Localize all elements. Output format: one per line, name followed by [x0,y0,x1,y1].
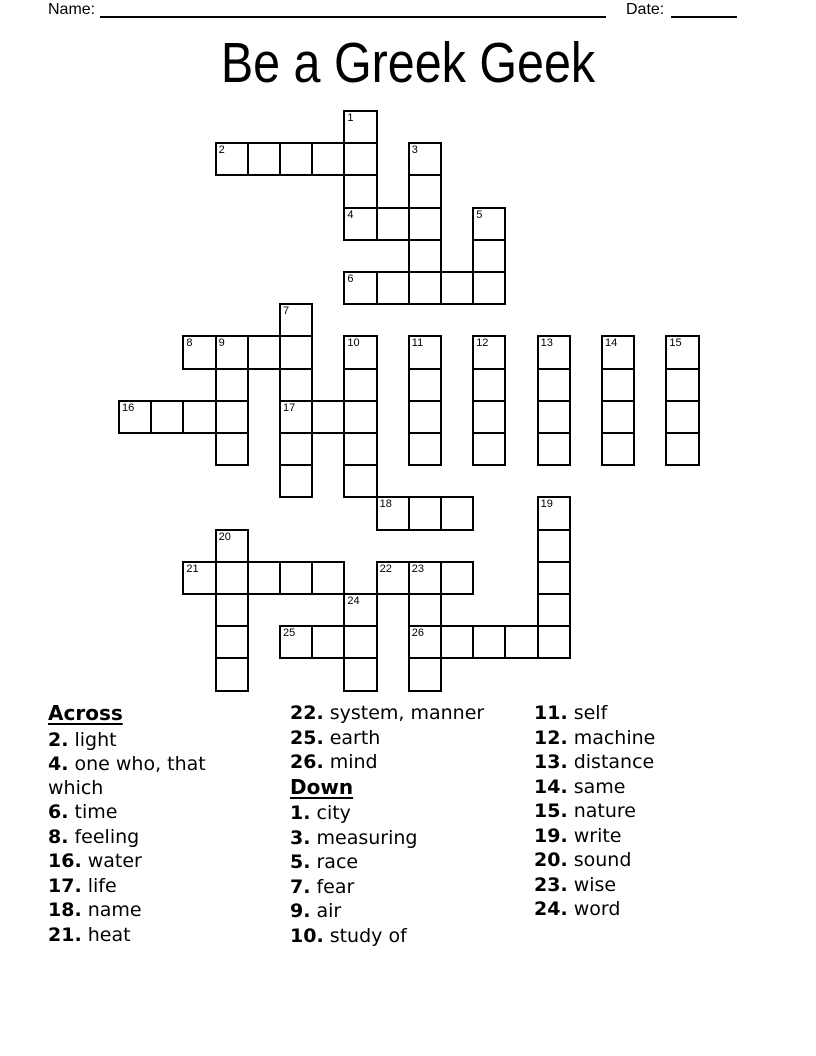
clue-item-24: 24. word [534,898,621,920]
clue-item-8: 8. feeling [48,825,140,848]
cell-number: 15 [669,337,682,350]
grid-cell-10 [343,335,377,369]
clue-number: 20. [534,849,568,871]
grid-cell [440,561,474,595]
clue-item-12: 12. machine [534,726,656,749]
grid-cell [537,368,571,402]
grid-cell [376,207,410,241]
cell-number: 20 [218,530,231,543]
grid-cell [215,593,249,627]
clue-item-11: 11. self [534,702,608,724]
grid-cell [408,496,442,530]
grid-cell [343,174,377,208]
grid-cell-14 [601,335,635,369]
clues-section-header-across: Across [48,701,123,725]
clue-item-21: 21. heat [48,923,131,946]
grid-cell [343,625,377,659]
grid-cell [408,400,442,434]
grid-cell [311,400,345,434]
grid-cell [537,593,571,627]
grid-cell [408,657,442,691]
grid-cell-9 [215,335,249,369]
cell-number: 3 [411,144,418,157]
clue-item-16: 16. water [48,850,142,872]
grid-cell [247,335,281,369]
grid-cell [376,271,410,305]
cell-number: 11 [411,337,424,350]
cell-number: 13 [540,337,553,350]
clue-number: 2. [48,728,69,751]
grid-cell-11 [408,335,442,369]
clue-item-25: 25. earth [290,726,381,749]
cell-number: 14 [605,337,618,350]
puzzle-title: Be a Greek Geek [220,31,596,95]
clue-item-23: 23. wise [534,873,617,896]
clue-number: 9. [290,900,311,922]
date-label: Date: [626,1,665,18]
grid-cell [440,496,474,530]
clue-item-19: 19. write [534,824,622,847]
cell-number: 16 [122,401,135,414]
grid-cell [215,400,249,434]
grid-cell [472,239,506,273]
grid-cell [408,593,442,627]
cell-number: 17 [283,401,296,414]
crossword-grid [118,110,702,694]
clue-item-9: 9. air [290,900,342,922]
grid-cell-19 [537,496,571,530]
grid-cell [408,368,442,402]
grid-cell [408,432,442,466]
grid-cell [472,432,506,466]
grid-cell-1 [343,110,377,144]
grid-cell-12 [472,335,506,369]
cell-number: 1 [347,112,354,124]
clue-item-2: 2. light [48,728,117,751]
clue-item-13: 13. distance [534,751,655,773]
clue-item-18: 18. name [48,899,142,921]
grid-cell-20 [215,529,249,563]
grid-cell-2 [215,142,249,176]
clue-number: 26. [290,751,324,773]
grid-cell-18 [376,496,410,530]
grid-cell [665,368,699,402]
grid-cell [472,400,506,434]
grid-cell [343,432,377,466]
cell-number: 10 [347,337,360,350]
clue-item-6: 6. time [48,801,118,823]
grid-cell-8 [182,335,216,369]
clue-number: 1. [290,802,311,824]
cell-number: 26 [411,627,425,640]
grid-cell [279,142,313,176]
grid-cell [311,561,345,595]
clue-item-17: 17. life [48,874,117,897]
grid-cell [537,432,571,466]
clue-number: 11. [534,702,568,724]
clue-number: 25. [290,726,324,749]
clue-number: 12. [534,726,568,749]
grid-cell [279,368,313,402]
grid-cell [311,625,345,659]
clues-column-1 [48,702,266,948]
grid-cell [279,464,313,498]
clue-item-3: 3. measuring [290,826,418,849]
grid-cell [601,368,635,402]
grid-cell [537,529,571,563]
cell-number: 5 [476,208,483,221]
grid-cell [247,142,281,176]
clue-number: 8. [48,825,69,848]
cell-number: 23 [411,562,425,575]
grid-cell-17 [279,400,313,434]
clue-number: 6. [48,801,69,823]
grid-cell [215,657,249,691]
grid-cell-16 [118,400,152,434]
grid-cell [408,239,442,273]
clues-column-3 [534,702,774,923]
clue-number: 3. [290,826,311,849]
clue-number: 18. [48,899,82,921]
grid-cell [279,335,313,369]
clues-column-2 [290,702,530,949]
grid-cell [408,271,442,305]
cell-number: 22 [379,562,392,575]
clue-item-22: 22. system, manner [290,702,485,724]
grid-cell [150,400,184,434]
grid-cell [537,561,571,595]
cell-number: 19 [540,498,553,511]
grid-cell [665,432,699,466]
cell-number: 24 [347,595,360,607]
grid-cell-25 [279,625,313,659]
grid-cell [408,174,442,208]
grid-cell [215,561,249,595]
clue-item-26: 26. mind [290,751,378,773]
cell-number: 21 [186,562,199,575]
grid-cell [182,400,216,434]
grid-cell-26 [408,625,442,659]
clue-number: 22. [290,702,324,724]
clue-number: 10. [290,924,324,947]
grid-cell-7 [279,303,313,337]
clue-number: 21. [48,923,82,946]
clue-item-7: 7. fear [290,875,355,898]
clue-number: 7. [290,875,311,898]
clues-section-header-down: Down [290,774,354,799]
clue-number: 24. [534,898,568,920]
grid-cell [343,368,377,402]
name-label: Name: [48,1,96,18]
grid-cell [440,625,474,659]
cell-number: 4 [347,208,354,221]
grid-cell [440,271,474,305]
grid-cell [601,400,635,434]
grid-cell [247,561,281,595]
grid-cell-21 [182,561,216,595]
cell-number: 9 [218,337,225,350]
grid-cell [504,625,538,659]
grid-cell [215,625,249,659]
clue-number: 19. [534,824,568,847]
clue-item-14: 14. same [534,775,626,798]
cell-number: 8 [186,337,193,350]
grid-cell [311,142,345,176]
grid-cell [601,432,635,466]
clue-number: 4. [48,753,69,775]
grid-cell [279,561,313,595]
grid-cell [472,368,506,402]
grid-cell [215,432,249,466]
clue-number: 5. [290,851,311,873]
cell-number: 18 [379,498,392,511]
grid-cell [343,464,377,498]
grid-cell [665,400,699,434]
grid-cell [215,368,249,402]
grid-cell [408,207,442,241]
clue-number: 13. [534,751,568,773]
clue-number: 14. [534,775,568,798]
cell-number: 2 [218,144,225,157]
grid-cell [343,142,377,176]
grid-cell-4 [343,207,377,241]
grid-cell-23 [408,561,442,595]
clue-item-20: 20. sound [534,849,632,871]
grid-cell [472,271,506,305]
cell-number: 25 [283,627,296,640]
grid-cell [279,432,313,466]
grid-cell [343,657,377,691]
cell-number: 12 [476,337,489,350]
grid-cell-6 [343,271,377,305]
clue-number: 17. [48,874,82,897]
grid-cell-22 [376,561,410,595]
date-blank-line [671,16,737,18]
grid-cell [537,625,571,659]
cell-number: 7 [283,305,290,318]
cell-number: 6 [347,273,354,285]
name-blank-line [100,16,606,18]
clue-item-15: 15. nature [534,800,636,822]
grid-cell-5 [472,207,506,241]
clue-item-4: 4. one who, that which [48,753,206,799]
grid-cell-24 [343,593,377,627]
clue-number: 15. [534,800,568,822]
grid-cell-3 [408,142,442,176]
grid-cell [343,400,377,434]
clue-number: 16. [48,850,82,872]
grid-cell [537,400,571,434]
clue-item-5: 5. race [290,851,359,873]
clue-item-1: 1. city [290,802,351,824]
clue-item-10: 10. study of [290,924,407,947]
grid-cell-13 [537,335,571,369]
clue-number: 23. [534,873,568,896]
grid-cell-15 [665,335,699,369]
grid-cell [472,625,506,659]
